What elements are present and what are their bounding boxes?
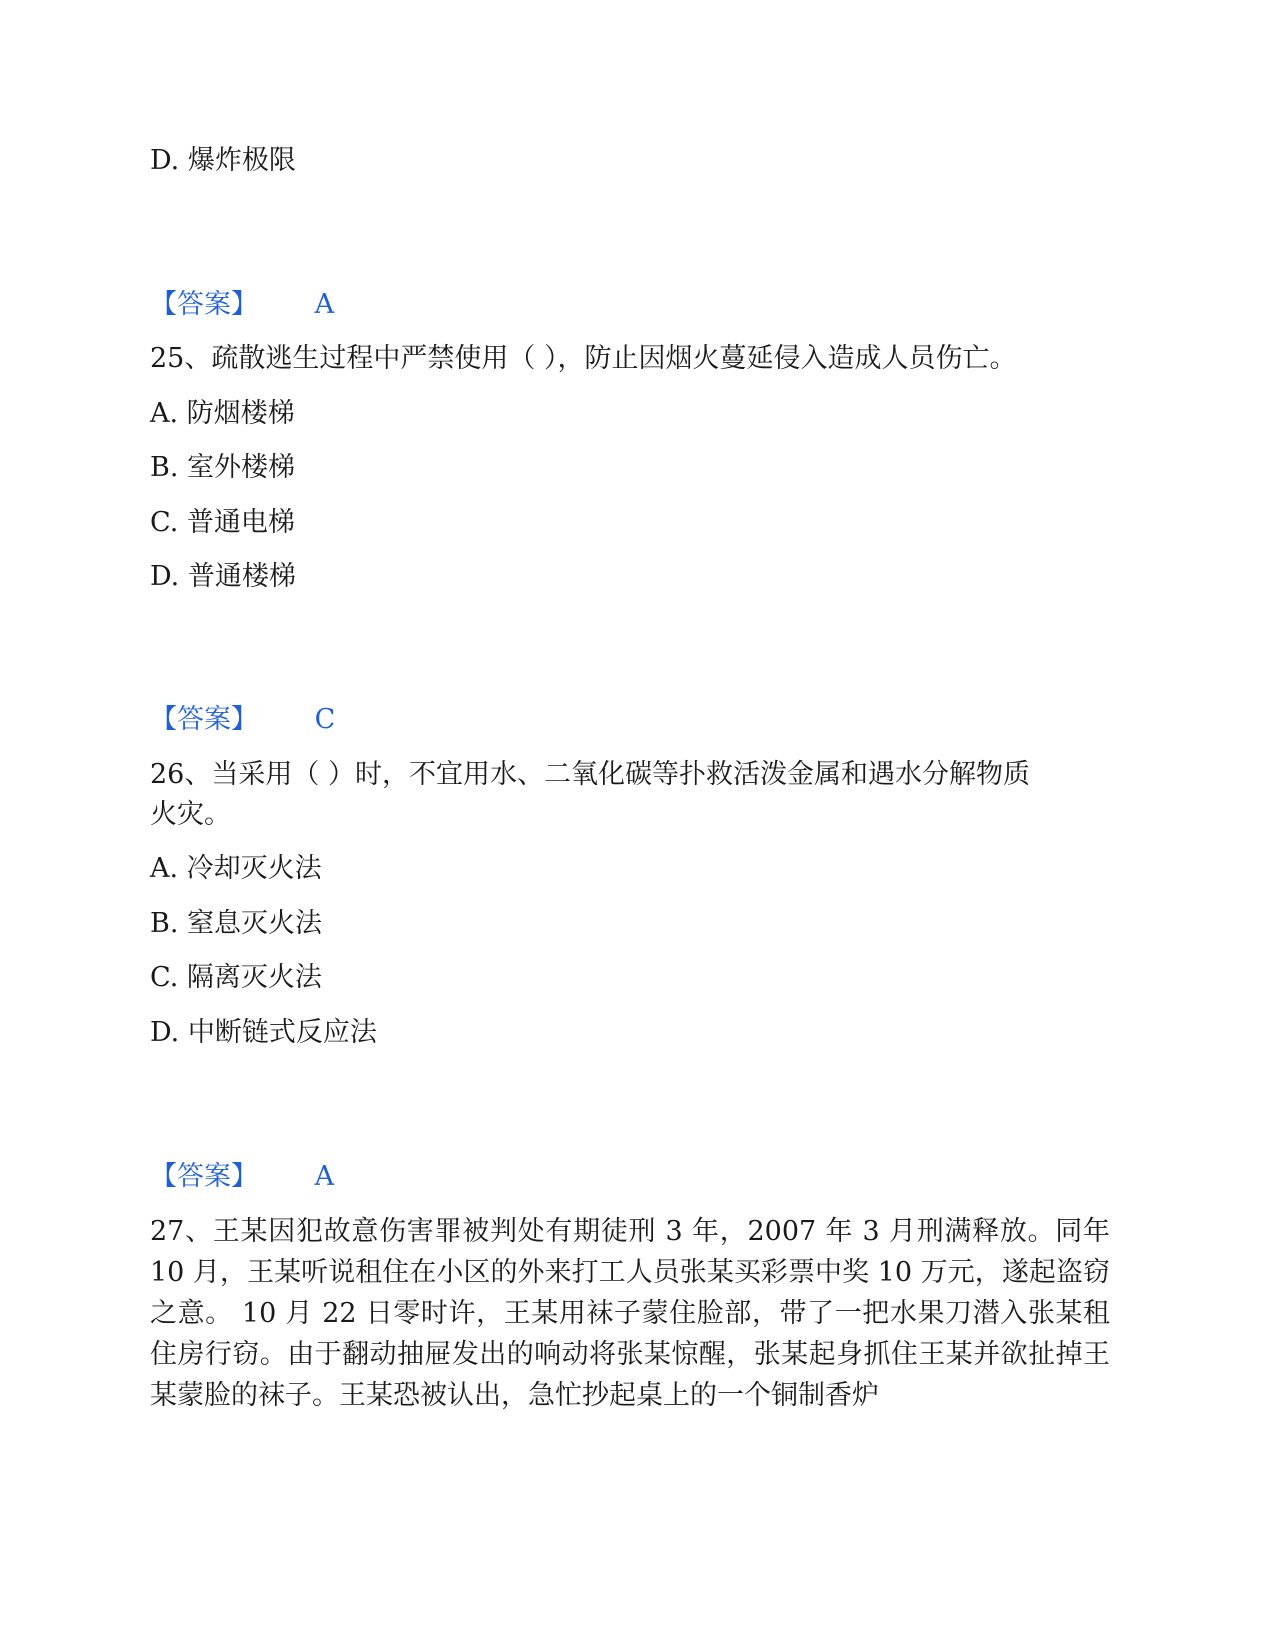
answer-tag: 【答案】: [150, 704, 258, 735]
question-25: 25、疏散逃生过程中严禁使用（ ），防止因烟火蔓延侵入造成人员伤亡。: [150, 343, 1017, 374]
question-26-option-a: A. 冷却灭火法: [150, 853, 322, 884]
question-25-option-a: A. 防烟楼梯: [150, 398, 295, 429]
question-27: 27、王某因犯故意伤害罪被判处有期徒刑 3 年，2007 年 3 月刑满释放。同年 10 月，王某听说租住在小区的外来打工人员张某买彩票中奖 10 万元，遂起盗窃之意。 10 月 22 日零时许，王某用袜子蒙住脸部，带了一把水果刀潜入张某租住房行窃。由于翻动抽屉发出的响动将张某惊醒，张某起身抓住王某并欲扯掉王某蒙脸的袜子。王某恐被认出，急忙抄起桌上的一个铜制香炉: [150, 1216, 1110, 1411]
question-26-option-c: C. 隔离灭火法: [150, 962, 322, 993]
question-24-option-d: D. 爆炸极限: [150, 145, 296, 176]
question-26-line-1: 26、当采用（ ）时，不宜用水、二氧化碳等扑救活泼金属和遇水分解物质: [150, 759, 1030, 790]
answer-value: A: [314, 1161, 335, 1192]
answer-tag: 【答案】: [150, 1161, 258, 1192]
answer-25: [150, 700, 335, 740]
question-26-option-d: D. 中断链式反应法: [150, 1017, 377, 1048]
question-25-option-d: D. 普通楼梯: [150, 561, 296, 592]
answer-value: A: [314, 289, 335, 320]
answer-24: [150, 285, 334, 325]
question-25-option-b: B. 室外楼梯: [150, 452, 296, 483]
question-26-option-b: B. 窒息灭火法: [150, 908, 323, 939]
answer-tag: 【答案】: [150, 289, 258, 320]
question-25-option-c: C. 普通电梯: [150, 507, 295, 538]
answer-26: [150, 1157, 334, 1197]
answer-value: C: [314, 704, 336, 735]
question-26-line-2: 火灾。: [150, 799, 231, 830]
